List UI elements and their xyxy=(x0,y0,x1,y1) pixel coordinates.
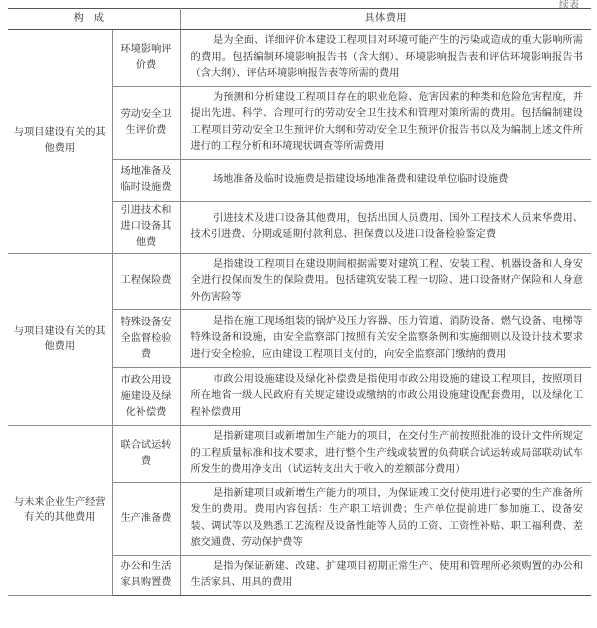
item-description: 是指在施工现场组装的锅炉及压力容器、压力管道、消防设备、燃气设备、电梯等特殊设备和设施，由安全监察部门按照有关安全监察条例和实施细则以及设计技术要求进行安全检验，应由建设工程项目支付的，向安全监察部门缴纳的费用 xyxy=(180,310,591,368)
item-description: 场地准备及临时设施费是指建设场地准备费和建设单位临时设施费 xyxy=(180,159,591,201)
item-name: 场地准备及临时设施费 xyxy=(112,159,180,201)
item-description: 是指建设工程项目在建设期间根据需要对建筑工程、安装工程、机器设备和人身安全进行投保而发生的保险费用。包括建筑安装工程一切险、进口设备财产保险和人身意外伤害险等 xyxy=(180,253,591,310)
header-row xyxy=(8,9,591,30)
header-composition: 构成 xyxy=(8,9,180,30)
item-name: 生产准备费 xyxy=(112,482,180,555)
continued-note: 续表 xyxy=(559,0,579,11)
table-row xyxy=(8,253,591,310)
item-name: 工程保险费 xyxy=(112,253,180,310)
header-detail: 具体费用 xyxy=(180,9,591,30)
item-description: 市政公用设施建设及绿化补偿费是指使用市政公用设施的建设工程项目，按照项目所在地省一级人民政府有关规定建设或缴纳的市政公用设施建设配套费用，以及绿化工程补偿费用 xyxy=(180,368,591,426)
item-name: 特殊设备安全监督检验费 xyxy=(112,310,180,368)
category-cell: 与项目建设有关的其他费用 xyxy=(8,30,112,254)
item-description: 是为全面、详细评价本建设工程项目对环境可能产生的污染或造成的重大影响所需的费用。包括编制环境影响报告书（含大纲）、环境影响报告表和评估环境影响报告书（含大纲）、评估环境影响报告表等所需的费用 xyxy=(180,30,591,87)
item-name: 办公和生活家具购置费 xyxy=(112,555,180,595)
item-name: 环境影响评价费 xyxy=(112,30,180,87)
table-row xyxy=(8,30,591,87)
item-description: 是指新建项目或新增生产能力的项目，为保证竣工交付使用进行必要的生产准备所发生的费用。费用内容包括：生产职工培训费；生产单位提前进厂参加施工、设备安装、调试等以及熟悉工艺流程及设备性能等人员的工资、工资性补贴、职工福利费、差旅交通费、劳动保护费等 xyxy=(180,482,591,555)
item-name: 联合试运转费 xyxy=(112,426,180,483)
item-name: 市政公用设施建设及绿化补偿费 xyxy=(112,368,180,426)
fee-composition-table xyxy=(8,8,591,596)
category-cell: 与未来企业生产经营有关的其他费用 xyxy=(8,426,112,596)
item-description: 是指为保证新建、改建、扩建项目初期正常生产、使用和管理所必须购置的办公和生活家具、用具的费用 xyxy=(180,555,591,595)
item-description: 是指新建项目或新增加生产能力的项目，在交付生产前按照批准的设计文件所规定的工程质量标准和技术要求，进行整个生产线或装置的负荷联合试运转或局部联动试车所发生的费用净支出（试运转支出大于收入的差额部分费用） xyxy=(180,426,591,483)
item-description: 为预测和分析建设工程项目存在的职业危险、危害因素的种类和危险危害程度，并提出先进、科学、合理可行的劳动安全卫生技术和管理对策所需的费用。包括编制建设工程项目劳动安全卫生预评价大纲和劳动安全卫生预评价报告书以及为编制上述文件所进行的工程分析和环境现状调查等所需费用 xyxy=(180,86,591,159)
item-name: 引进技术和进口设备其他费 xyxy=(112,201,180,253)
item-name: 劳动安全卫生评价费 xyxy=(112,86,180,159)
item-description: 引进技术及进口设备其他费用，包括出国人员费用、国外工程技术人员来华费用、技术引进费、分期或延期付款利息、担保费以及进口设备检验鉴定费 xyxy=(180,201,591,253)
category-cell: 与项目建设有关的其他费用 xyxy=(8,253,112,426)
table-row xyxy=(8,426,591,483)
